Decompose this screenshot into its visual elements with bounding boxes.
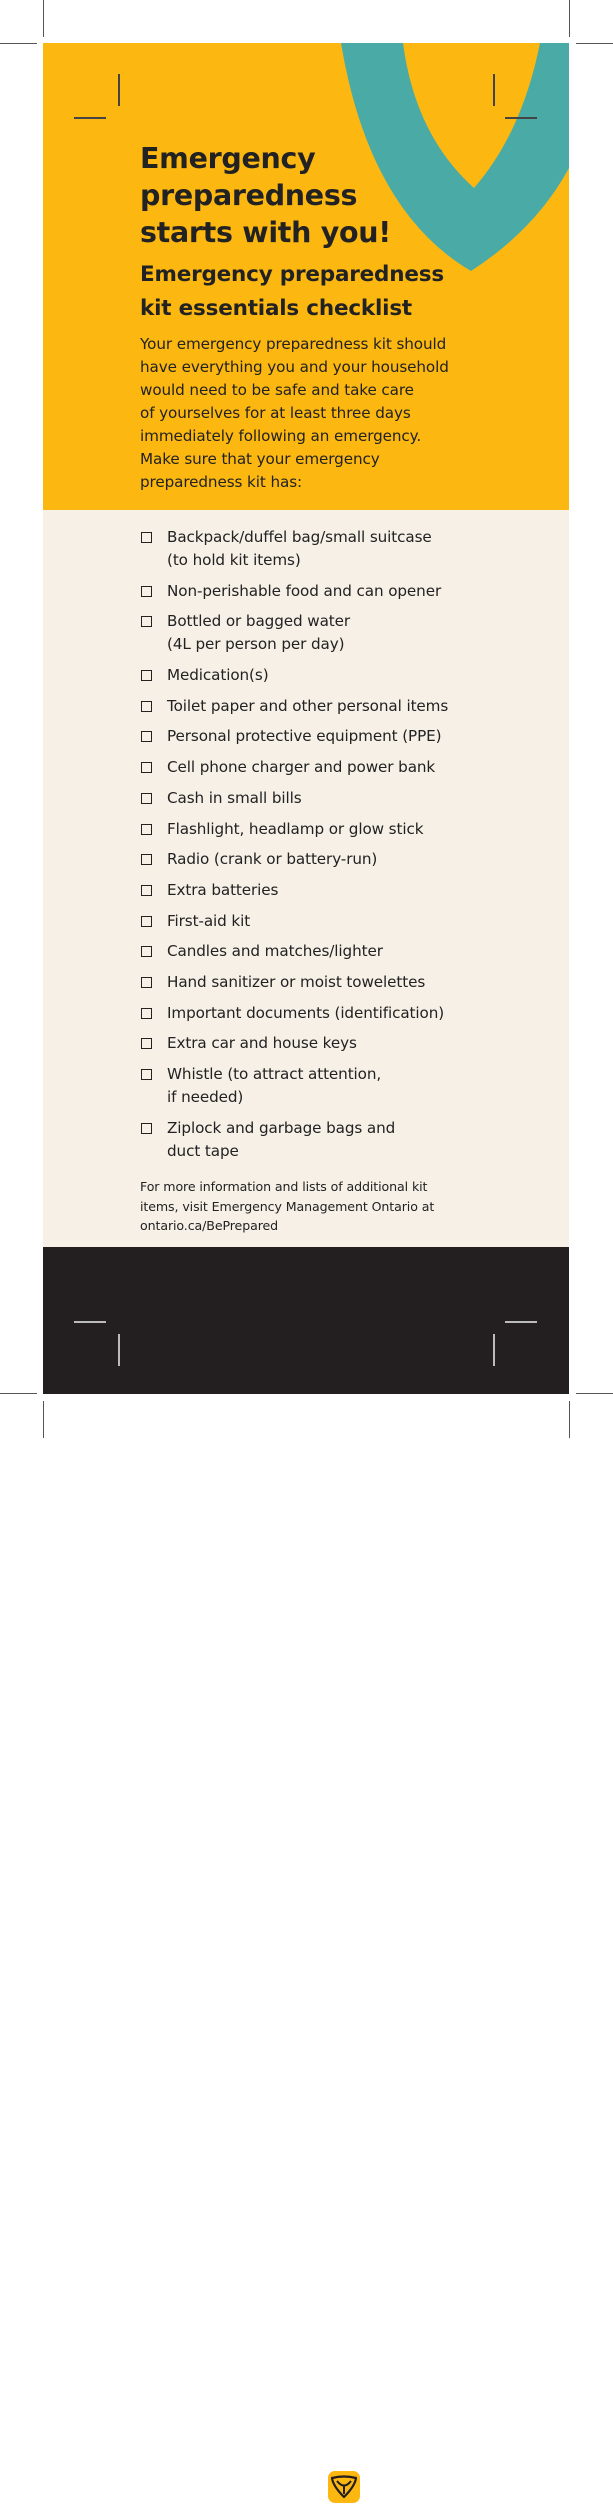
- checklist-item-label: Cash in small bills: [167, 788, 302, 807]
- inner-crop-mark: [493, 74, 495, 106]
- inner-crop-mark: [118, 74, 120, 106]
- checklist-item: [140, 818, 540, 841]
- kit-checklist: [140, 526, 540, 1163]
- checklist-item-label: Flashlight, headlamp or glow stick: [167, 819, 424, 838]
- crop-mark: [43, 0, 44, 37]
- checklist-item: [140, 879, 540, 902]
- checklist-item: [140, 664, 540, 687]
- crop-mark: [0, 43, 37, 44]
- checklist-item: [140, 695, 540, 718]
- checklist-item-label: Extra batteries: [167, 880, 279, 899]
- checklist-item-label: (4L per person per day): [167, 635, 345, 654]
- crop-mark: [569, 1401, 570, 1438]
- checklist-item: [140, 1032, 540, 1055]
- intro-paragraph: Your emergency preparedness kit should have everything you and your household would need to be safe and take care of yourselves for at least three days immediately following an emergency. Make sure that your emergency preparedness kit has:: [140, 335, 449, 491]
- inner-crop-mark: [74, 1321, 106, 1323]
- crop-mark: [569, 0, 570, 37]
- checklist-item: [140, 940, 540, 963]
- checklist-item-label: Important documents (identification): [167, 1003, 445, 1022]
- checkbox-icon[interactable]: [141, 1038, 152, 1049]
- crop-mark: [576, 43, 613, 44]
- checklist-item: [140, 756, 540, 779]
- subheadline: Emergency preparedness kit essentials checklist: [140, 262, 444, 321]
- checkbox-icon[interactable]: [141, 885, 152, 896]
- checklist-item: [140, 725, 540, 748]
- checklist-item-label: Personal protective equipment (PPE): [167, 727, 442, 746]
- checklist-item-label: Medication(s): [167, 666, 269, 685]
- checkbox-icon[interactable]: [141, 1069, 152, 1080]
- headline: Emergency preparedness starts with you!: [140, 142, 391, 249]
- checkbox-icon[interactable]: [141, 616, 152, 627]
- checkbox-icon[interactable]: [141, 977, 152, 988]
- inner-crop-mark: [505, 1321, 537, 1323]
- checklist-item: [140, 971, 540, 994]
- checklist-item-label: Candles and matches/lighter: [167, 942, 383, 961]
- checklist-item-label: Non-perishable food and can opener: [167, 581, 442, 600]
- inner-crop-mark: [505, 117, 537, 119]
- more-info-note: For more information and lists of additional kit items, visit Emergency Management Ontario at ontario.ca/BePrepared: [140, 1179, 435, 1233]
- checkbox-icon[interactable]: [141, 532, 152, 543]
- checklist-item-label: Whistle (to attract attention,: [167, 1065, 382, 1083]
- checklist-item: [140, 610, 540, 656]
- checkbox-icon[interactable]: [141, 793, 152, 804]
- checklist-item-label: Cell phone charger and power bank: [167, 758, 436, 777]
- crop-mark: [576, 1393, 613, 1394]
- checklist-card: [43, 43, 569, 2500]
- checklist-item: [140, 910, 540, 933]
- checklist-item-label: First-aid kit: [167, 911, 251, 930]
- checklist-item-label: if needed): [167, 1088, 244, 1106]
- checklist-item-label: duct tape: [167, 1141, 239, 1160]
- checkbox-icon[interactable]: [141, 824, 152, 835]
- crop-mark: [0, 1393, 37, 1394]
- checklist-item-label: Toilet paper and other personal items: [167, 696, 449, 715]
- checklist-item: [140, 787, 540, 810]
- checkbox-icon[interactable]: [141, 701, 152, 712]
- checklist-item-label: Extra car and house keys: [167, 1034, 357, 1053]
- checklist-item-label: Backpack/duffel bag/small suitcase: [167, 528, 432, 546]
- checklist-item-label: Ziplock and garbage bags and: [167, 1118, 396, 1137]
- ontario-logo: [242, 2470, 360, 2504]
- checklist-item-label: (to hold kit items): [167, 551, 301, 569]
- checkbox-icon[interactable]: [141, 854, 152, 865]
- checklist-item: [140, 1063, 540, 1109]
- inner-crop-mark: [493, 1334, 495, 1366]
- checkbox-icon[interactable]: [141, 762, 152, 773]
- checkbox-icon[interactable]: [141, 586, 152, 597]
- checklist-item: [140, 580, 540, 603]
- footer-panel: [43, 1247, 569, 2500]
- checkbox-icon[interactable]: [141, 731, 152, 742]
- checklist-item: [140, 1117, 540, 1163]
- checklist-item-label: Hand sanitizer or moist towelettes: [167, 972, 426, 991]
- crop-mark: [43, 1401, 44, 1438]
- inner-crop-mark: [118, 1334, 120, 1366]
- trillium-icon: [328, 2471, 360, 2503]
- checkbox-icon[interactable]: [141, 946, 152, 957]
- checklist-item: [140, 526, 540, 572]
- logo-wordmark: Ontario: [242, 2474, 321, 2500]
- checkbox-icon[interactable]: [141, 916, 152, 927]
- checklist-item-label: Radio (crank or battery-run): [167, 850, 378, 869]
- checklist-item: [140, 848, 540, 871]
- checkbox-icon[interactable]: [141, 670, 152, 681]
- checkbox-icon[interactable]: [141, 1123, 152, 1134]
- inner-crop-mark: [74, 117, 106, 119]
- checklist-item: [140, 1002, 540, 1025]
- checkbox-icon[interactable]: [141, 1008, 152, 1019]
- checklist-item-label: Bottled or bagged water: [167, 612, 351, 631]
